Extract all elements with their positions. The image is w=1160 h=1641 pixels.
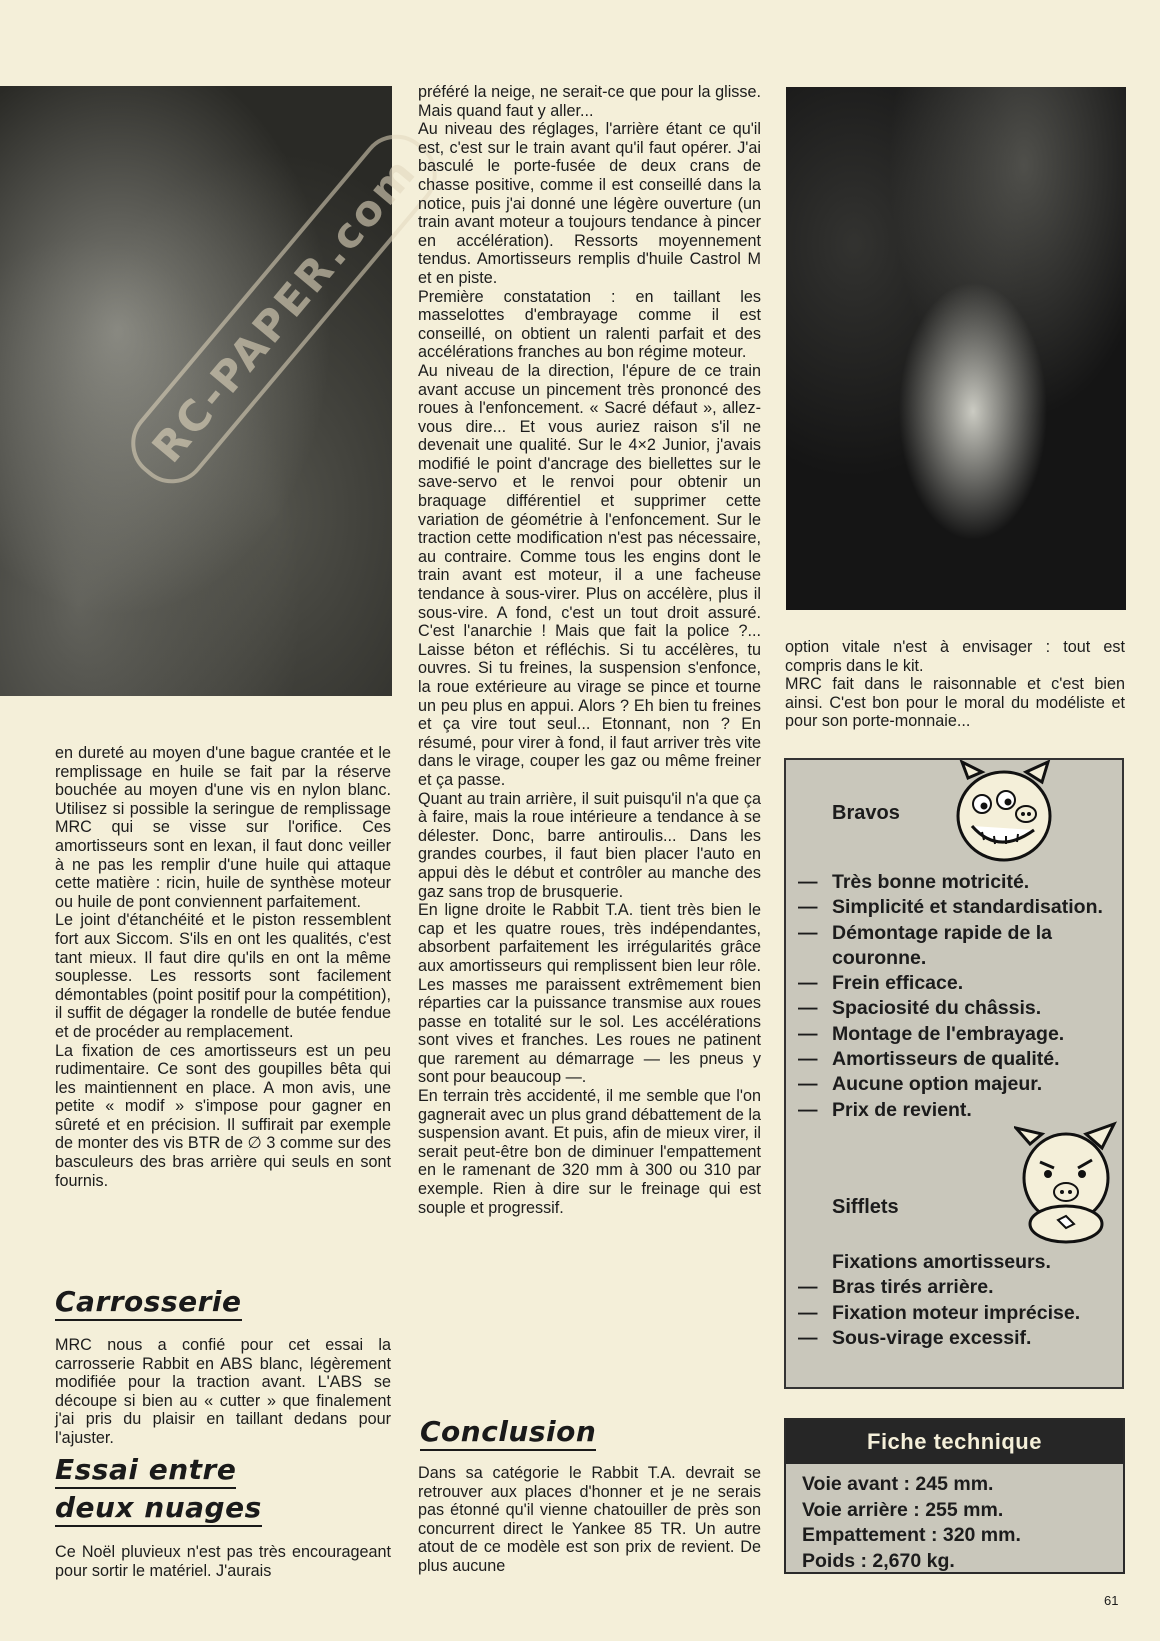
- watermark-text: RC-PAPER.com: [142, 146, 426, 472]
- paragraph-conclusion: Dans sa catégorie le Rabbit T.A. devrait se retrouver aux places d'honner et je ne serais pas étonné qu'il vienne chatouiller de près son concurrent direct le Yankee 85 TR. Un autre atout de ce modèle est son prix de revient. De plus aucune: [418, 1464, 761, 1575]
- heading-essai-line1: Essai entre: [55, 1453, 236, 1486]
- bravos-list: [798, 870, 1122, 1123]
- list-item: — Spaciosité du châssis.: [798, 997, 1042, 1020]
- list-item: Voie avant : 245 mm.: [802, 1473, 994, 1495]
- heading-carrosserie: Carrosserie: [55, 1285, 242, 1318]
- sifflets-list: [798, 1250, 1080, 1351]
- paragraph: Au niveau des réglages, l'arrière étant ce qu'il est, c'est sur le train avant qu'il faut opérer. J'ai basculé le porte-fusée de deux crans de chasse positive, comme il est conseillé dans la notice, puis j'ai donné une légère ouverture (un train avant moteur a toujours tendance à pincer en accélération). Ressorts moyennement tendus. Amortisseurs remplis d'huile Castrol M et en piste.: [418, 120, 761, 287]
- bravos-sifflets-box: [784, 758, 1124, 1389]
- paragraph: La fixation de ces amortisseurs est un peu rudimentaire. Ce sont des goupilles bêta qui les maintiennent en place. A mon avis, une petite « modif » s'impose pour gagner en sûreté et en précision. Il suffirait par exemple de monter des vis BTR de ∅ 3 comme sur des basculeurs des bras arrière qui seuls en sont fournis.: [55, 1041, 391, 1190]
- paragraph: Le joint d'étanchéité et le piston ressemblent fort aux Siccom. S'ils en ont les qualités, c'est tant mieux. Il faut dire qu'ils en ont la même souplesse. Les ressorts sont facilement démontables (point positif pour la compétition), il suffit de dégager la rondelle de butée fendue et de procéder au remplacement.: [55, 911, 391, 1041]
- list-item: — Montage de l'embrayage.: [798, 1022, 1065, 1045]
- list-item: — Démontage rapide de la couronne.: [798, 921, 1052, 969]
- list-item: — Amortisseurs de qualité.: [798, 1048, 1060, 1071]
- paragraph: en dureté au moyen d'une bague crantée et le remplissage en huile se fait par la réserve bouchée au moyen d'une vis en nylon blanc. Utilisez si possible la seringue de remplissage MRC qui se visse sur l'orifice. Ces amortisseurs sont en lexan, il faut donc veiller à ne pas les remplir d'une huile qui attaque cette matière : ricin, huile de synthèse moteur ou huile de pont conviennent parfaitement.: [55, 744, 391, 911]
- fiche-title: Fiche technique: [786, 1420, 1123, 1464]
- paragraph: Quant au train arrière, il suit puisqu'il n'a que ça à faire, mais la roue intérieure a tendance à se délester. Donc, barre antiroulis... Dans les grandes courbes, il faut bien placer l'auto en appui dès le début et contrôler au manche des gaz sans trop de brusquerie.: [418, 789, 761, 901]
- list-item: Poids : 2,670 kg.: [802, 1549, 955, 1572]
- paragraph: préféré la neige, ne serait-ce que pour la glisse. Mais quand faut y aller...: [418, 83, 761, 120]
- paragraph: Au niveau de la direction, l'épure de ce train avant accuse un pincement très prononcé des roues à l'enfoncement. « Sacré défaut », allez-vous dire... Et vous auriez raison s'il ne devenait une qualité. Sur le 4×2 Junior, j'avais modifié le point d'ancrage des biellettes sur le save-servo et le renvoi pour obtenir un braquage différentiel et supprimer cette variation de géométrie à l'enfoncement. Sur le traction cette modification n'est pas nécessaire, au contraire. Comme tous les engins dont le train avant est moteur, il a une facheuse tendance à sous-virer. Plus on accélère, plus il sous-vire. A fond, c'est un tout droit assuré. C'est l'anarchie ! Mais que fait la police ?... Laisse béton et réfléchis. Si tu accélères, tu ouvres. Si tu freines, la suspension s'enfonce, la roue extérieure au virage se pince et tourne un peu plus en appui. Alors ? Eh bien tu freines et ça vire tout seul... Etonnant, non ? En résumé, pour virer à fond, il faut arriver très vite dans le virage, couper les gaz ou même freiner et ça passe.: [418, 361, 761, 789]
- paragraph-carrosserie: MRC nous a confié pour cet essai la carrosserie Rabbit en ABS blanc, légèrement modifiée pour la traction avant. L'ABS se découpe si bien au « cutter » que finalement j'ai pris du plaisir en taillant dedans pour l'ajuster.: [55, 1336, 391, 1447]
- column-1-body: [55, 744, 391, 1190]
- paragraph-essai: Ce Noël pluvieux n'est pas très encourageant pour sortir le matériel. J'aurais: [55, 1543, 391, 1580]
- list-item: — Sous-virage excessif.: [798, 1326, 1032, 1349]
- list-item: — Frein efficace.: [798, 972, 964, 995]
- paragraph: En ligne droite le Rabbit T.A. tient très bien le cap et les quatre roues, très indépendantes, absorbent parfaitement les irrégularités grâce aux amortisseurs qui remplissent bien leur rôle. Les masses me paraissent extrêmement bien réparties car la puissance transmise aux roues passe en totalité sur le sol. Les accélérations sont vives et franches. Les roues ne patinent que rarement au démarrage — les pneus y sont pour beaucoup —.: [418, 901, 761, 1087]
- heading-conclusion: Conclusion: [420, 1415, 596, 1448]
- list-item: Voie arrière : 255 mm.: [802, 1498, 1004, 1521]
- list-item: — Simplicité et standardisation.: [798, 896, 1103, 919]
- list-item: — Bras tirés arrière.: [798, 1276, 994, 1299]
- fiche-technique-box: [784, 1418, 1125, 1574]
- happy-pig-icon: [948, 760, 1060, 868]
- page-number: 61: [1104, 1593, 1119, 1608]
- column-3-body: [785, 638, 1125, 731]
- sifflets-title: Sifflets: [832, 1196, 899, 1218]
- paragraph: MRC fait dans le raisonnable et c'est bien ainsi. C'est bon pour le moral du modéliste et pour son porte-monnaie...: [785, 675, 1125, 731]
- list-item: — Aucune option majeur.: [798, 1073, 1043, 1096]
- paragraph: En terrain très accidenté, il me semble que l'on gagnerait avec un plus grand débattement de la suspension avant. Et puis, afin de mieux virer, il serait peut-être bon de diminuer l'empattement en le ramenant de 320 mm à 300 ou 310 par exemple. Rien à dire sur le freinage qui est souple et progressif.: [418, 1087, 761, 1217]
- grumpy-pig-icon: [1014, 1120, 1118, 1246]
- heading-essai-line2: deux nuages: [55, 1491, 262, 1524]
- list-item: — Très bonne motricité.: [798, 871, 1030, 893]
- bravos-title: Bravos: [832, 802, 900, 824]
- paragraph: Première constatation : en taillant les masselottes d'embrayage comme il est conseillé, on obtient un ralenti parfait et des accélérations franches au bon régime moteur.: [418, 287, 761, 362]
- list-item: Fixations amortisseurs.: [832, 1251, 1051, 1273]
- list-item: — Prix de revient.: [798, 1098, 972, 1121]
- paragraph: option vitale n'est à envisager : tout est compris dans le kit.: [785, 638, 1125, 675]
- list-item: Empattement : 320 mm.: [802, 1524, 1021, 1546]
- list-item: — Fixation moteur imprécise.: [798, 1301, 1081, 1324]
- column-2-body: [418, 83, 761, 1217]
- fiche-list: [802, 1472, 1123, 1574]
- photo-car-mud: [786, 87, 1126, 610]
